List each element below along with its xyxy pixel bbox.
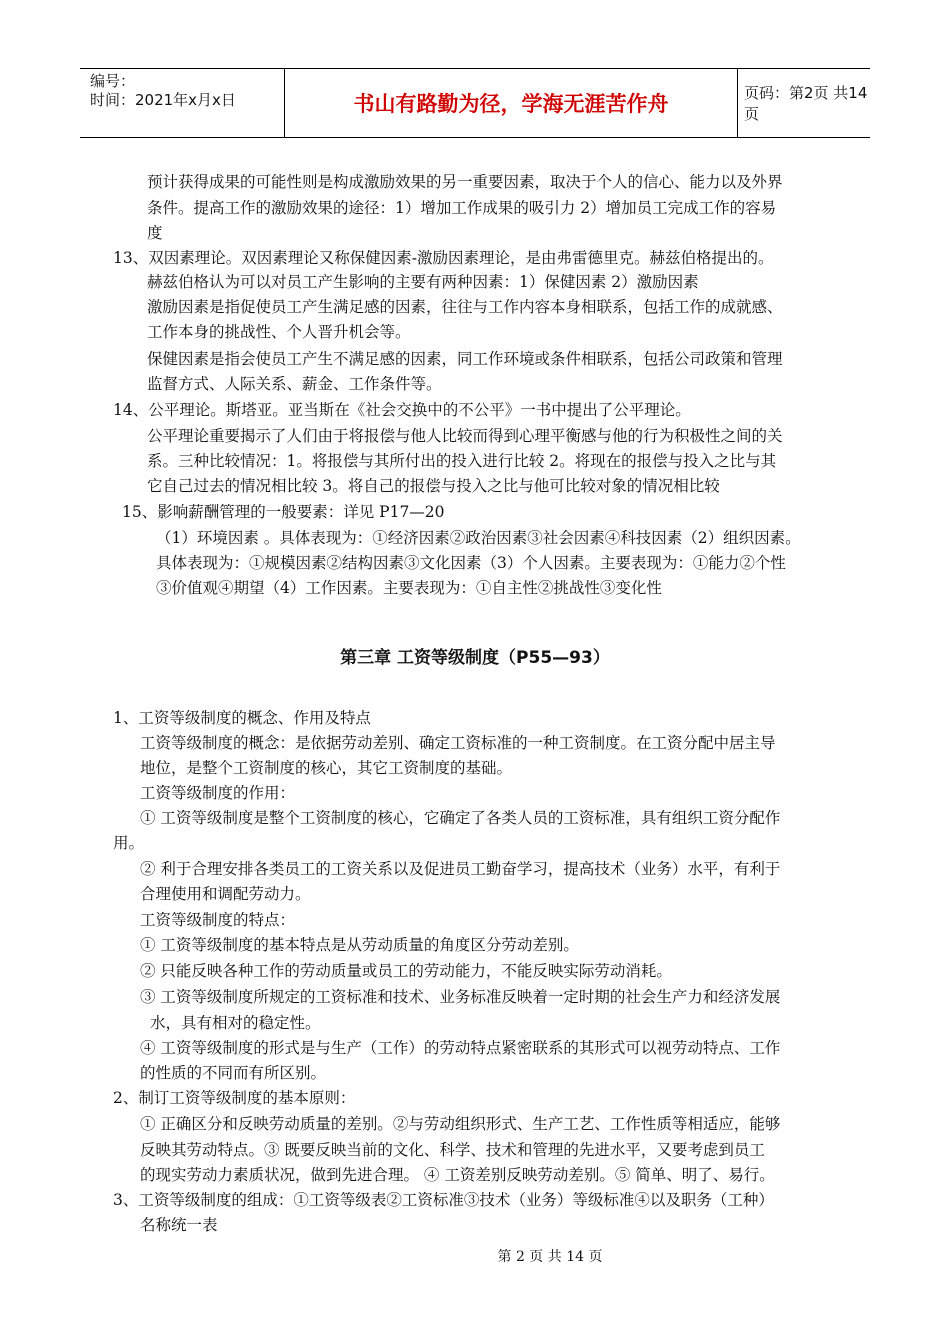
text-line: 预计获得成果的可能性则是构成激励效果的另一重要因素，取决于个人的信心、能力以及外界 <box>147 173 783 191</box>
text-line: 工资等级制度的作用： <box>140 784 296 802</box>
text-line: 工作本身的挑战性、个人晋升机会等。 <box>147 323 411 341</box>
text-line: 激励因素是指促使员工产生满足感的因素，往往与工作内容本身相联系，包括工作的成就感、 <box>147 298 783 316</box>
text-line: 条件。提高工作的激励效果的途径：1）增加工作成果的吸引力 2）增加员工完成工作的容易 <box>147 199 777 217</box>
header-left-cell <box>80 69 284 137</box>
text-line: 它自己过去的情况相比较 3。将自己的报偿与投入之比与他可比较对象的情况相比较 <box>147 477 720 495</box>
text-line: 的性质的不同而有所区别。 <box>140 1064 327 1082</box>
text-line: 13、双因素理论。双因素理论又称保健因素-激励因素理论，是由弗雷德里克。赫兹伯格提出的。 <box>113 249 774 267</box>
text-line: 地位，是整个工资制度的核心，其它工资制度的基础。 <box>140 759 513 777</box>
text-line: ③ 工资等级制度所规定的工资标准和技术、业务标准反映着一定时期的社会生产力和经济发展 <box>140 988 781 1006</box>
text-line: 水，具有相对的稳定性。 <box>150 1014 321 1032</box>
text-line: ① 工资等级制度的基本特点是从劳动质量的角度区分劳动差别。 <box>140 936 579 954</box>
text-line: 具体表现为：①规模因素②结构因素③文化因素（3）个人因素。主要表现为：①能力②个性 <box>156 554 786 572</box>
text-line: 用。 <box>113 834 145 852</box>
text-line: 系。三种比较情况：1。将报偿与其所付出的投入进行比较 2。将现在的报偿与投入之比与其 <box>147 452 777 470</box>
text-line: ③价值观④期望（4）工作因素。主要表现为：①自主性②挑战性③变化性 <box>156 579 662 597</box>
page-footer <box>0 1246 950 1266</box>
text-line: 2、制订工资等级制度的基本原则： <box>113 1089 356 1107</box>
text-line: 工资等级制度的特点： <box>140 911 296 929</box>
text-line: 1、工资等级制度的概念、作用及特点 <box>113 709 371 727</box>
text-line: 赫兹伯格认为可以对员工产生影响的主要有两种因素：1）保健因素 2）激励因素 <box>147 273 699 291</box>
text-line: 反映其劳动特点。③ 既要反映当前的文化、科学、技术和管理的先进水平，又要考虑到员工 <box>140 1141 765 1159</box>
motto: 书山有路勤为径，学海无涯苦作舟 <box>284 69 738 137</box>
text-line: 度 <box>147 224 163 242</box>
page-indicator: 页码：第2页 共14页 <box>744 84 868 123</box>
text-line: 名称统一表 <box>140 1216 218 1234</box>
text-line: 的现实劳动力素质状况，做到先进合理。 ④ 工资差别反映劳动差别。⑤ 简单、明了、易行。 <box>140 1166 775 1184</box>
text-line: 3、工资等级制度的组成：①工资等级表②工资标准③技术（业务）等级标准④以及职务（工种） <box>113 1191 774 1209</box>
text-line: 合理使用和调配劳动力。 <box>140 885 311 903</box>
chapter-title: 第三章 工资等级制度（P55—93） <box>340 648 610 668</box>
time-label: 时间：2021年x月x日 <box>90 91 236 109</box>
page-header <box>80 68 870 138</box>
text-line: 监督方式、人际关系、薪金、工作条件等。 <box>147 375 442 393</box>
footer-page-number: 第 2 页 共 14 页 <box>497 1249 603 1265</box>
number-label: 编号： <box>90 72 136 90</box>
text-line: 工资等级制度的概念：是依据劳动差别、确定工资标准的一种工资制度。在工资分配中居主导 <box>140 734 776 752</box>
text-line: ④ 工资等级制度的形式是与生产（工作）的劳动特点紧密联系的其形式可以视劳动特点、工作 <box>140 1039 781 1057</box>
text-line: 公平理论重要揭示了人们由于将报偿与他人比较而得到心理平衡感与他的行为积极性之间的关 <box>147 427 783 445</box>
text-line: （1）环境因素 。具体表现为：①经济因素②政治因素③社会因素④科技因素（2）组织因素。 <box>156 529 801 547</box>
text-line: 保健因素是指会使员工产生不满足感的因素，同工作环境或条件相联系，包括公司政策和管理 <box>147 350 783 368</box>
text-line: ① 工资等级制度是整个工资制度的核心，它确定了各类人员的工资标准，具有组织工资分配作 <box>140 809 781 827</box>
text-line: ② 利于合理安排各类员工的工资关系以及促进员工勤奋学习，提高技术（业务）水平，有利于 <box>140 860 781 878</box>
text-line: 14、公平理论。斯塔亚。亚当斯在《社会交换中的不公平》一书中提出了公平理论。 <box>113 401 691 419</box>
text-line: 15、影响薪酬管理的一般要素：详见 P17—20 <box>122 503 445 521</box>
text-line: ② 只能反映各种工作的劳动质量或员工的劳动能力，不能反映实际劳动消耗。 <box>140 962 672 980</box>
text-line: ① 正确区分和反映劳动质量的差别。②与劳动组织形式、生产工艺、工作性质等相适应，能够 <box>140 1115 781 1133</box>
